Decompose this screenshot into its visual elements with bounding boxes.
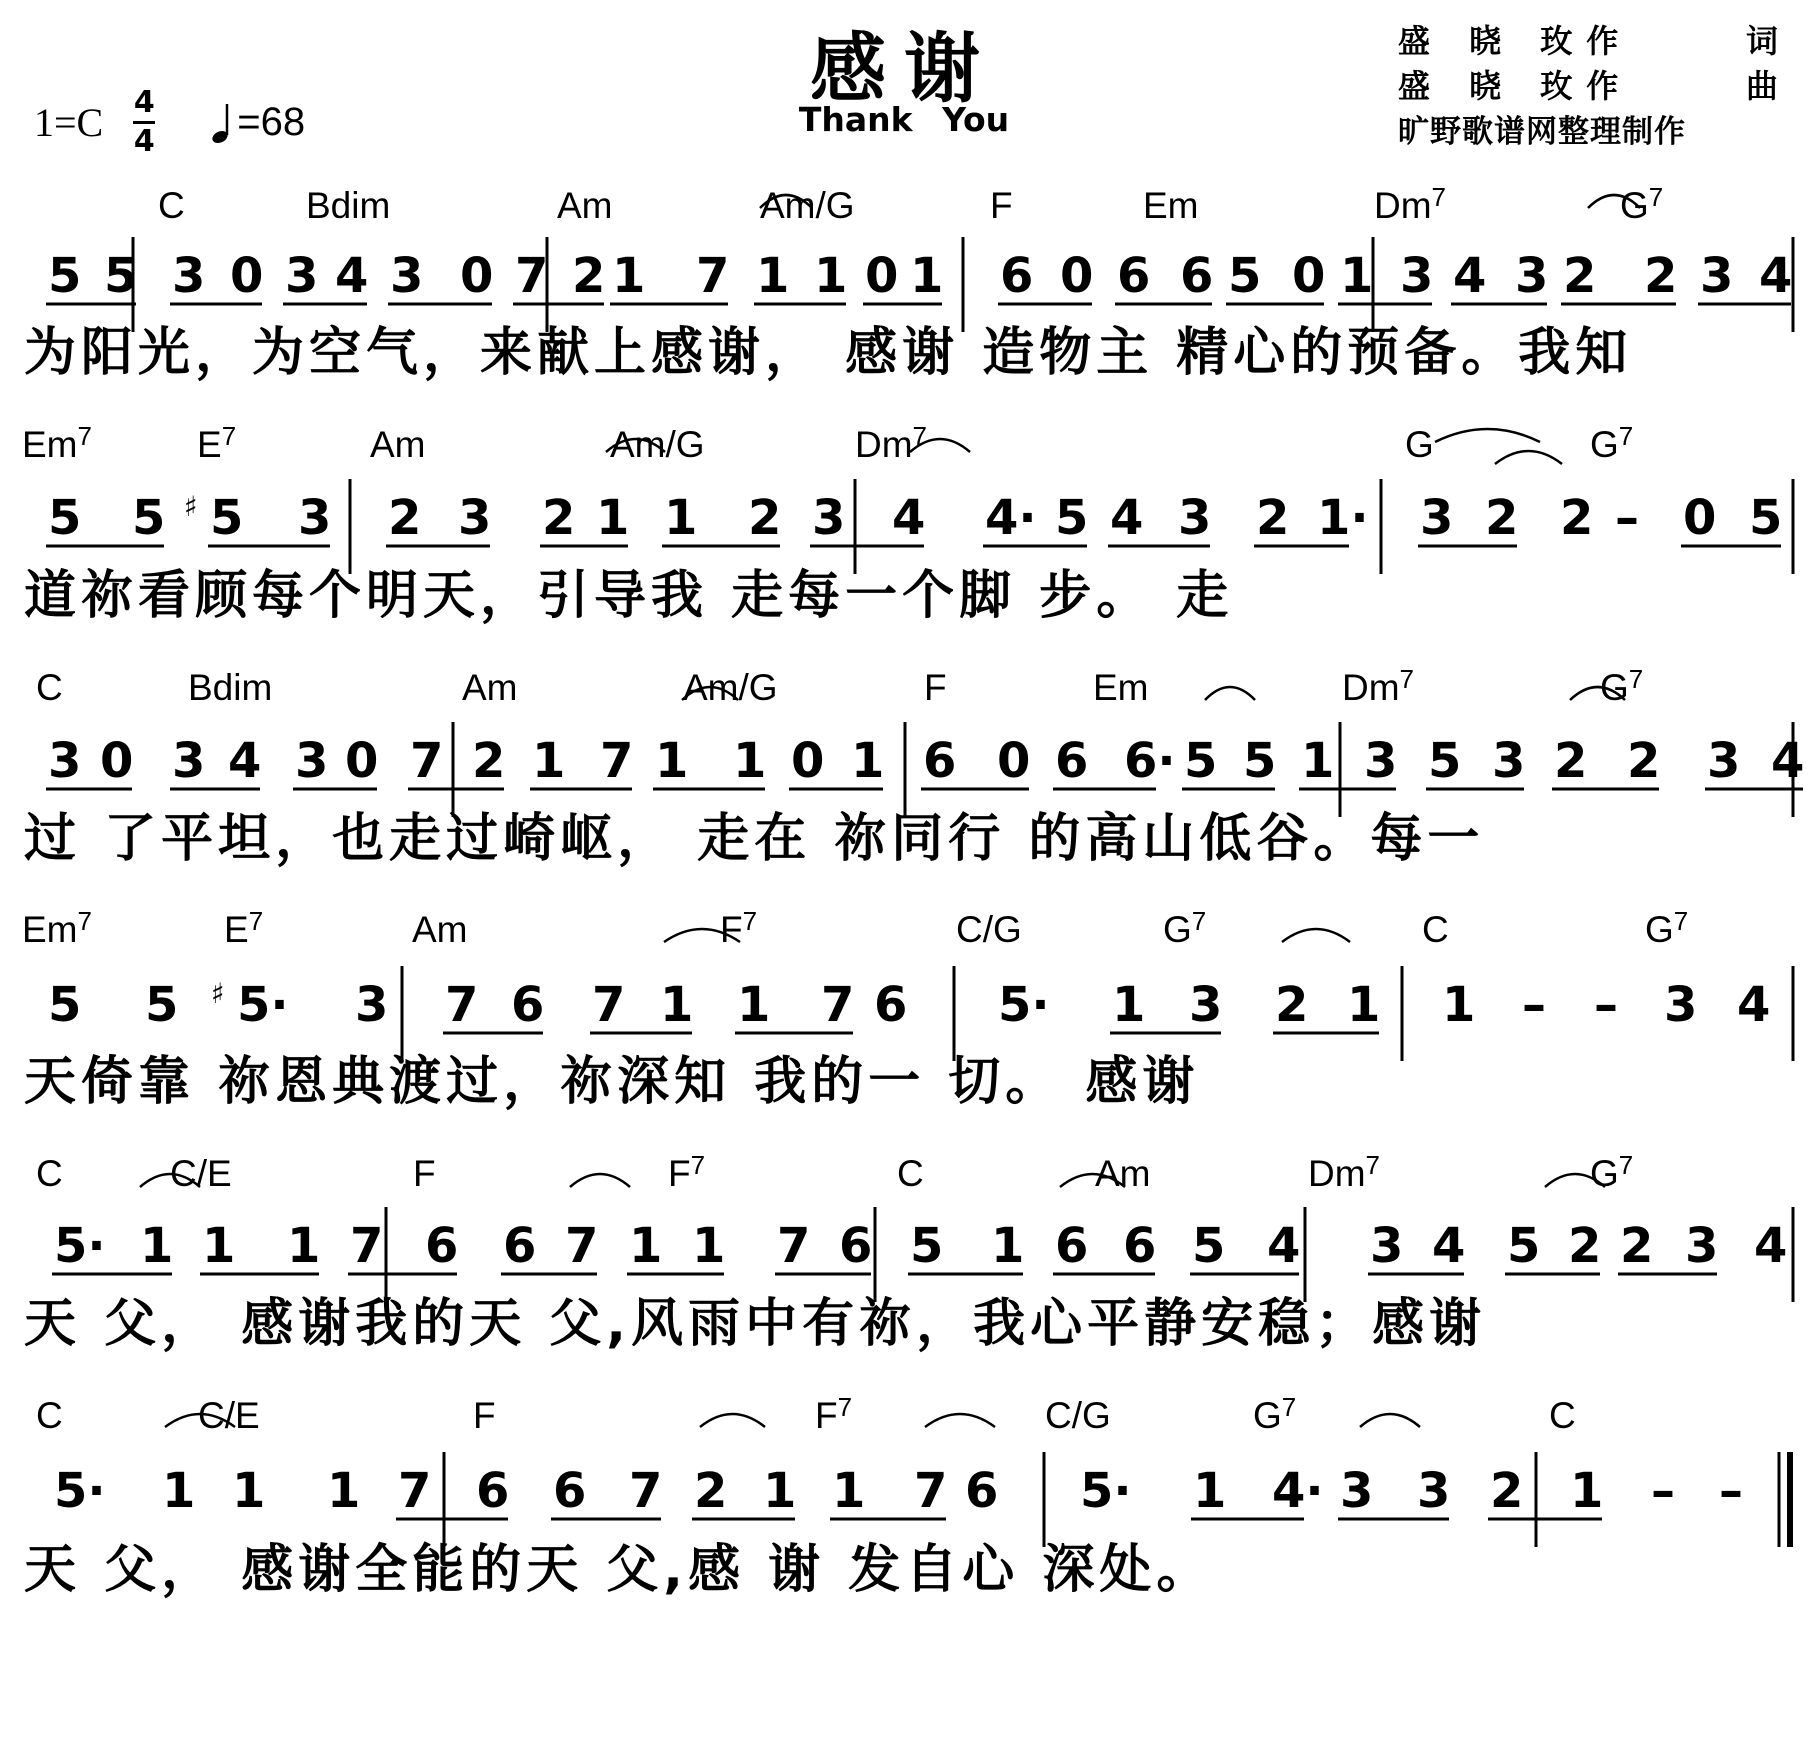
chord-symbol: $E^7$: [197, 421, 237, 465]
note: 3: [1707, 733, 1741, 789]
note: 7: [565, 1218, 599, 1274]
note: 4: [228, 733, 262, 789]
note: 2: [1275, 977, 1309, 1033]
chord-symbol: G: [1405, 424, 1434, 465]
note: 6: [1117, 248, 1151, 304]
note: 6: [1180, 248, 1214, 304]
note: 5: [104, 248, 138, 304]
slur-tie: [1435, 429, 1540, 442]
note: 1: [596, 490, 630, 546]
chord-symbol: $G^7$: [1590, 1150, 1634, 1194]
note: 7: [410, 733, 444, 789]
song-title: 感谢: [810, 24, 998, 113]
note: 2: [1627, 733, 1661, 789]
slur-tie: [1205, 687, 1255, 700]
note: 6: [965, 1463, 999, 1519]
note: 2: [572, 248, 606, 304]
note: 2: [1560, 490, 1594, 546]
note: 6: [1055, 1218, 1089, 1274]
chord-symbol: $G^7$: [1163, 906, 1207, 950]
note: 1·: [1317, 490, 1369, 546]
note: 4: [335, 248, 369, 304]
note: 3: [812, 490, 846, 546]
note: 4: [1754, 1218, 1788, 1274]
note: 1: [832, 1463, 866, 1519]
note: 7: [914, 1463, 948, 1519]
note: 2: [1568, 1218, 1602, 1274]
chord-symbol: Am: [462, 667, 518, 708]
slur-tie: [925, 1414, 995, 1427]
note: 5·: [237, 977, 289, 1033]
note: 1: [1347, 977, 1381, 1033]
chord-symbol: F: [990, 185, 1013, 226]
chord-symbol: $E^7$: [224, 906, 264, 950]
note: 5: [910, 1218, 944, 1274]
note: 0: [1292, 248, 1326, 304]
note: 1: [733, 733, 767, 789]
chord-symbol: Em: [1093, 667, 1149, 708]
note: 7: [350, 1218, 384, 1274]
chord-symbol: $F^7$: [720, 906, 758, 950]
note: 1: [692, 1218, 726, 1274]
note: 1: [287, 1218, 321, 1274]
note: 3: [1340, 1463, 1374, 1519]
chord-symbol: $G^7$: [1590, 421, 1634, 465]
chord-symbol: Bdim: [306, 185, 391, 226]
chord-symbol: Dm$^7$: [1308, 1150, 1381, 1194]
chord-symbol: Em: [1143, 185, 1199, 226]
note: 5·: [1080, 1463, 1132, 1519]
composer-name: 盛 晓 玫作: [1398, 67, 1633, 105]
note: 1: [756, 248, 790, 304]
chord-symbol: C: [1422, 909, 1449, 950]
note: 1: [612, 248, 646, 304]
chord-symbol: C/E: [198, 1395, 260, 1436]
note: 5: [48, 977, 82, 1033]
note: 3: [1685, 1218, 1719, 1274]
hold-dash: –: [1615, 490, 1639, 546]
note: 1: [1442, 977, 1476, 1033]
chord-symbol: Em$^7$: [22, 906, 92, 950]
chord-symbol: C: [897, 1153, 924, 1194]
note: 1: [737, 977, 771, 1033]
note: 3: [1400, 248, 1434, 304]
note: 3: [172, 733, 206, 789]
note: 6: [476, 1463, 510, 1519]
note: 6·: [1124, 733, 1176, 789]
hold-dash: –: [1651, 1463, 1675, 1519]
note: 0: [230, 248, 264, 304]
time-signature-bottom: 4: [133, 124, 155, 159]
note: 4: [1453, 248, 1487, 304]
slur-tie: [700, 1414, 765, 1427]
note: 6: [553, 1463, 587, 1519]
lyric-line: 为阳光，为空气，来献上感谢， 感谢 造物主 精心的预备。我知: [24, 323, 1633, 383]
note: 7: [629, 1463, 663, 1519]
note: 5: [1055, 490, 1089, 546]
note: 2: [1644, 248, 1678, 304]
note: 5·: [54, 1218, 106, 1274]
note: 1: [910, 248, 944, 304]
note: 4: [1432, 1218, 1466, 1274]
note: 1: [763, 1463, 797, 1519]
note: 3: [1417, 1463, 1451, 1519]
lyricist-role: 词: [1745, 22, 1778, 60]
chord-symbol: Bdim: [188, 667, 273, 708]
chord-symbol: Am: [557, 185, 613, 226]
note: 5: [145, 977, 179, 1033]
note: 4: [1771, 733, 1805, 789]
note: 6: [503, 1218, 537, 1274]
chord-symbol: $G^7$: [1253, 1392, 1297, 1436]
note: 1: [202, 1218, 236, 1274]
chord-symbol: Am: [370, 424, 426, 465]
note: 7: [600, 733, 634, 789]
chord-symbol: Am/G: [610, 424, 705, 465]
note: 6: [839, 1218, 873, 1274]
chord-symbol: C/G: [956, 909, 1022, 950]
sharp-sign: ♯: [211, 977, 225, 1010]
note: 2: [1256, 490, 1290, 546]
chord-symbol: Am: [412, 909, 468, 950]
note: 3: [355, 977, 389, 1033]
note: 0: [997, 733, 1031, 789]
chord-symbol: C: [36, 667, 63, 708]
key-signature: 1=C: [34, 100, 104, 145]
note: 1: [1570, 1463, 1604, 1519]
chord-symbol: C/E: [170, 1153, 232, 1194]
note: 3: [285, 248, 319, 304]
chord-symbol: $G^7$: [1600, 664, 1644, 708]
note: 6: [511, 977, 545, 1033]
slur-tie: [570, 1174, 630, 1187]
note: 7: [777, 1218, 811, 1274]
chord-symbol: $F^7$: [815, 1392, 853, 1436]
lyric-line: 天 父， 感谢全能的天 父,感 谢 发自心 深处。: [24, 1540, 1214, 1600]
note: 0: [1683, 490, 1717, 546]
chord-symbol: $G^7$: [1645, 906, 1689, 950]
note: 3: [48, 733, 82, 789]
chord-symbol: C: [36, 1153, 63, 1194]
note: 4·: [985, 490, 1037, 546]
chord-symbol: Dm$^7$: [855, 421, 928, 465]
note: 5: [1192, 1218, 1226, 1274]
note: 6: [923, 733, 957, 789]
slur-tie: [1282, 929, 1350, 942]
note: 2: [388, 490, 422, 546]
chord-symbol: C: [36, 1395, 63, 1436]
time-signature-top: 4: [133, 85, 155, 120]
note: 4: [1759, 248, 1793, 304]
note: 5: [1428, 733, 1462, 789]
note: 2: [542, 490, 576, 546]
note: 3: [390, 248, 424, 304]
note: 6: [1123, 1218, 1157, 1274]
note: 5: [1228, 248, 1262, 304]
sharp-sign: ♯: [184, 490, 198, 523]
note: 5·: [998, 977, 1050, 1033]
slur-tie: [1360, 1414, 1420, 1427]
chord-symbol: Am: [1095, 1153, 1151, 1194]
note: 3: [1515, 248, 1549, 304]
note: 3: [1664, 977, 1698, 1033]
note: 1: [629, 1218, 663, 1274]
lyric-line: 天 父， 感谢我的天 父,风雨中有祢，我心平静安稳；感谢: [24, 1294, 1487, 1354]
note: 2: [472, 733, 506, 789]
chord-symbol: C: [158, 185, 185, 226]
note: 0: [100, 733, 134, 789]
note: 1: [664, 490, 698, 546]
arranger-credit: 旷野歌谱网整理制作: [1398, 114, 1686, 150]
lyric-line: 过 了平坦，也走过崎岖， 走在 祢同行 的高山低谷。每一: [24, 809, 1485, 869]
note: 1: [232, 1463, 266, 1519]
hold-dash: –: [1719, 1463, 1743, 1519]
note: 2: [1490, 1463, 1524, 1519]
note: 3: [295, 733, 329, 789]
note: 5: [48, 490, 82, 546]
chord-symbol: $G^7$: [1620, 182, 1664, 226]
note: 3: [1178, 490, 1212, 546]
note: 2: [1485, 490, 1519, 546]
note: 7: [515, 248, 549, 304]
note: 3: [1492, 733, 1526, 789]
chord-symbol: F: [473, 1395, 496, 1436]
note: 5: [132, 490, 166, 546]
note: 0: [791, 733, 825, 789]
note: 6: [874, 977, 908, 1033]
tempo-value: =68: [237, 100, 306, 144]
note: 1: [162, 1463, 196, 1519]
chord-symbol: $F^7$: [668, 1150, 706, 1194]
note: 2: [748, 490, 782, 546]
note: 2: [694, 1463, 728, 1519]
note: 7: [445, 977, 479, 1033]
note: 7: [398, 1463, 432, 1519]
note: 1: [1112, 977, 1146, 1033]
chord-symbol: Dm$^7$: [1342, 664, 1415, 708]
note: 7: [696, 248, 730, 304]
note: 1: [660, 977, 694, 1033]
note: 2: [1554, 733, 1588, 789]
lyricist-name: 盛 晓 玫作: [1398, 22, 1633, 60]
song-subtitle: Thank You: [798, 100, 1010, 139]
note: 3: [1370, 1218, 1404, 1274]
note: 5: [48, 248, 82, 304]
note: 5·: [54, 1463, 106, 1519]
note: 7: [821, 977, 855, 1033]
chord-symbol: C/G: [1045, 1395, 1111, 1436]
note: 6: [1000, 248, 1034, 304]
chord-symbol: F: [413, 1153, 436, 1194]
chord-symbol: Dm$^7$: [1374, 182, 1447, 226]
note: 1: [1340, 248, 1374, 304]
note: 5: [1184, 733, 1218, 789]
note: 1: [327, 1463, 361, 1519]
hold-dash: –: [1594, 977, 1618, 1033]
hold-dash: –: [1522, 977, 1546, 1033]
note: 3: [1700, 248, 1734, 304]
note: 3: [298, 490, 332, 546]
note: 1: [1301, 733, 1335, 789]
note: 3: [172, 248, 206, 304]
note: 1: [1193, 1463, 1227, 1519]
note: 4: [1110, 490, 1144, 546]
chord-symbol: Em$^7$: [22, 421, 92, 465]
note: 2: [1620, 1218, 1654, 1274]
note: 0: [460, 248, 494, 304]
note: 6: [1055, 733, 1089, 789]
note: 1: [655, 733, 689, 789]
chord-symbol: Am/G: [683, 667, 778, 708]
note: 5: [1243, 733, 1277, 789]
note: 0: [865, 248, 899, 304]
composer-role: 曲: [1745, 67, 1778, 105]
note: 6: [425, 1218, 459, 1274]
note: 5: [1507, 1218, 1541, 1274]
note: 0: [1060, 248, 1094, 304]
note: 1: [851, 733, 885, 789]
note: 3: [1189, 977, 1223, 1033]
note: 3: [1420, 490, 1454, 546]
note: 4: [1267, 1218, 1301, 1274]
slur-tie: [1495, 451, 1562, 464]
lyric-line: 天倚靠 祢恩典渡过，祢深知 我的一 切。 感谢: [24, 1052, 1200, 1112]
note: 1: [140, 1218, 174, 1274]
note: 4·: [1272, 1463, 1324, 1519]
note: 7: [592, 977, 626, 1033]
note: 0: [345, 733, 379, 789]
note: 3: [1364, 733, 1398, 789]
note: 1: [814, 248, 848, 304]
chord-symbol: F: [924, 667, 947, 708]
note: 3: [458, 490, 492, 546]
chord-symbol: C: [1549, 1395, 1576, 1436]
lyric-line: 道祢看顾每个明天，引导我 走每一个脚 步。 走: [24, 566, 1234, 626]
note: 1: [532, 733, 566, 789]
note: 4: [892, 490, 926, 546]
note: 5: [1749, 490, 1783, 546]
note: 4: [1737, 977, 1771, 1033]
chord-symbol: Am/G: [760, 185, 855, 226]
note: 2: [1563, 248, 1597, 304]
note: 1: [991, 1218, 1025, 1274]
note: 5: [210, 490, 244, 546]
